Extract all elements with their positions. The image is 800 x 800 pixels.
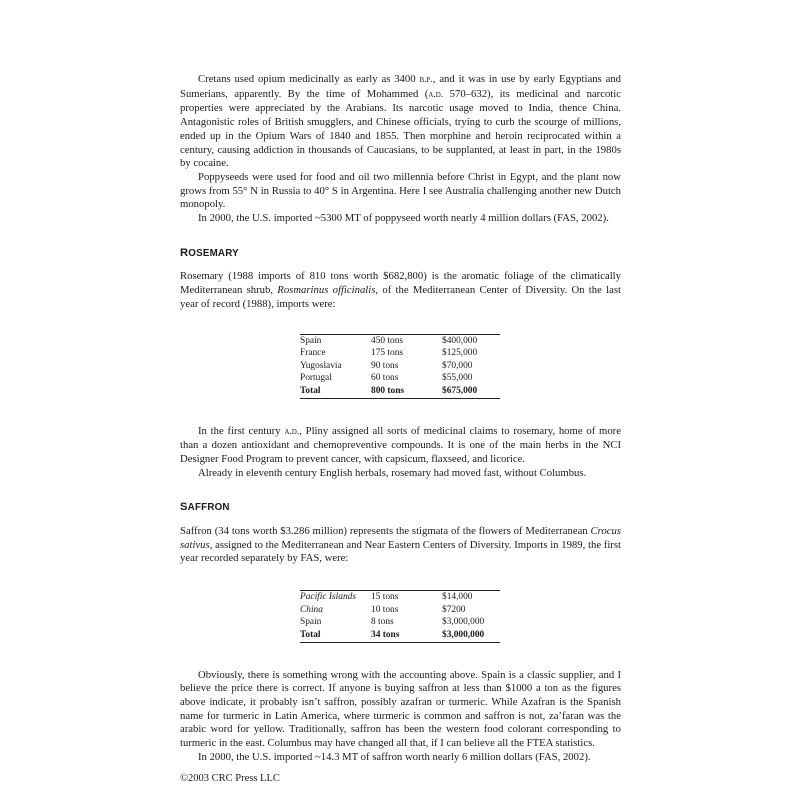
heading-rest: AFFRON	[187, 502, 230, 514]
opium-paragraph	[180, 73, 621, 171]
heading-initial: R	[180, 246, 189, 259]
text-run: assigned to the Mediterranean and Near Eastern Centers of Diversity. Imports in 1989, the first year recorded separately by FAS, were:	[180, 538, 621, 565]
table-cell-value: $400,000	[442, 335, 478, 346]
table-cell-value: $7200	[442, 604, 466, 615]
species-name: Crocus sativus,	[180, 525, 621, 551]
table-cell-tons: 15 tons	[371, 592, 399, 603]
table-cell-country: Spain	[300, 335, 322, 346]
heading-rest: OSEMARY	[188, 247, 239, 259]
table-cell-country: Yugoslavia	[300, 360, 342, 371]
table-cell-value: $3,000,000	[442, 629, 485, 640]
era-abbrev: a.d.	[284, 426, 300, 437]
table-cell-country: Portugal	[300, 373, 332, 384]
table-cell-country: Total	[300, 629, 321, 640]
saffron-paragraph	[180, 525, 621, 566]
table-cell-tons: 8 tons	[371, 617, 394, 628]
table-cell-tons: 34 tons	[371, 629, 400, 640]
text-run: , and it was in use by early Egyptians and Sumerians, apparently. By the time of Mohammed (	[180, 73, 622, 100]
table-cell-tons: 450 tons	[371, 335, 404, 346]
rosemary-paragraph	[180, 270, 621, 311]
table-cell-country: France	[300, 348, 326, 359]
table-cell-tons: 60 tons	[371, 373, 399, 384]
text-run: 570–632), its medicinal and narcotic properties were appreciated by the Arabians. Its narcotic usage moved to India, thence China. Antagonistic roles of British smugglers, and Chinese officials, trying to curb the scourge of millions, ended up in the Opium Wars of 1840 and 1855. Then morphine and heroin reciprocated within a century, causing addiction in thousands of Caucasians, to be supplanted, at least in part, in the 1980s by cocaine.	[180, 87, 621, 170]
table-cell-tons: 90 tons	[371, 360, 399, 371]
table-row	[300, 591, 500, 604]
text-run: In the first century	[198, 424, 285, 437]
era-abbrev: a.d.	[428, 89, 444, 100]
text-run: Rosemary (1988 imports of 810 tons worth $682,800) is the aromatic foliage of the climatically Mediterranean shrub,	[180, 270, 621, 297]
table-row	[300, 616, 500, 629]
table-row	[300, 604, 500, 617]
rosemary-heading	[180, 247, 621, 261]
rosemary-imports-table	[300, 334, 500, 399]
table-cell-country: Pacific Islands	[300, 592, 356, 603]
poppyseed-paragraph: Poppyseeds were used for food and oil two millennia before Christ in Egypt, and the plant now grows from 55° N in Russia to 40° S in Argentina. Here I see Australia challenging another new Dutch monopoly.	[180, 170, 621, 211]
text-run: , of the Mediterranean Center of Diversity. On the last year of record (1988), imports were:	[180, 284, 621, 310]
saffron-imports-table	[300, 590, 500, 642]
table-total-row	[300, 629, 500, 642]
herbals-paragraph: Already in eleventh century English herbals, rosemary had moved fast, without Columbus.	[198, 466, 587, 479]
table-cell-value: $55,000	[442, 373, 473, 384]
table-row	[300, 372, 500, 385]
heading-initial: S	[180, 501, 188, 514]
table-total-row	[300, 385, 500, 398]
table-cell-tons: 800 tons	[371, 385, 405, 396]
copyright-footer: ©2003 CRC Press LLC	[180, 773, 280, 784]
table-cell-value: $70,000	[442, 360, 473, 371]
poppyseed-import-paragraph: In 2000, the U.S. imported ~5300 MT of poppyseed worth nearly 4 million dollars (FAS, 2002).	[198, 212, 609, 225]
page-content	[180, 73, 621, 764]
era-abbrev: b.p.	[419, 75, 433, 85]
table-cell-value: $125,000	[442, 348, 478, 359]
species-name: Rosmarinus officinalis	[277, 284, 376, 297]
table-row	[300, 360, 500, 373]
table-cell-tons: 10 tons	[371, 604, 399, 615]
table-cell-tons: 175 tons	[371, 348, 404, 359]
pliny-paragraph	[180, 425, 621, 467]
table-cell-value: $14,000	[442, 592, 473, 603]
table-cell-value: $3,000,000	[442, 617, 485, 628]
saffron-import-paragraph: In 2000, the U.S. imported ~14.3 MT of saffron worth nearly 6 million dollars (FAS, 2002).	[198, 750, 591, 763]
table-cell-value: $675,000	[442, 385, 478, 396]
text-run: Saffron (34 tons worth $3.286 million) represents the stigmata of the flowers of Mediterranean	[180, 525, 591, 538]
saffron-heading	[180, 501, 621, 515]
accounting-paragraph: Obviously, there is something wrong with the accounting above. Spain is a classic supplier, and I believe the price there is correct. If anyone is buying saffron at less than $1000 a ton as the figures above indicate, it probably isn’t saffron, possibly azafran or turmeric. While Azafran is the Spanish name for turmeric in Latin America, where turmeric is common and saffron is not, za’faran was the arabic word for yellow. Traditionally, saffron has been the western food colorant corresponding to turmeric in the east. Columbus may have changed all that, if I can believe all the FTEA statistics.	[180, 668, 621, 750]
table-cell-country: China	[300, 604, 323, 615]
text-run: , Pliny assigned all sorts of medicinal claims to rosemary, home of more than a dozen antioxidant and chemopreventive compounds. It is one of the main herbs in the NCI Designer Food Program to prevent cancer, with capsicum, flaxseed, and licorice.	[180, 424, 621, 465]
text-run: Cretans used opium medicinally as early as 3400	[198, 73, 420, 85]
table-row	[300, 347, 500, 360]
table-row	[300, 334, 500, 347]
table-cell-country: Spain	[300, 617, 322, 628]
table-cell-country: Total	[300, 385, 321, 396]
